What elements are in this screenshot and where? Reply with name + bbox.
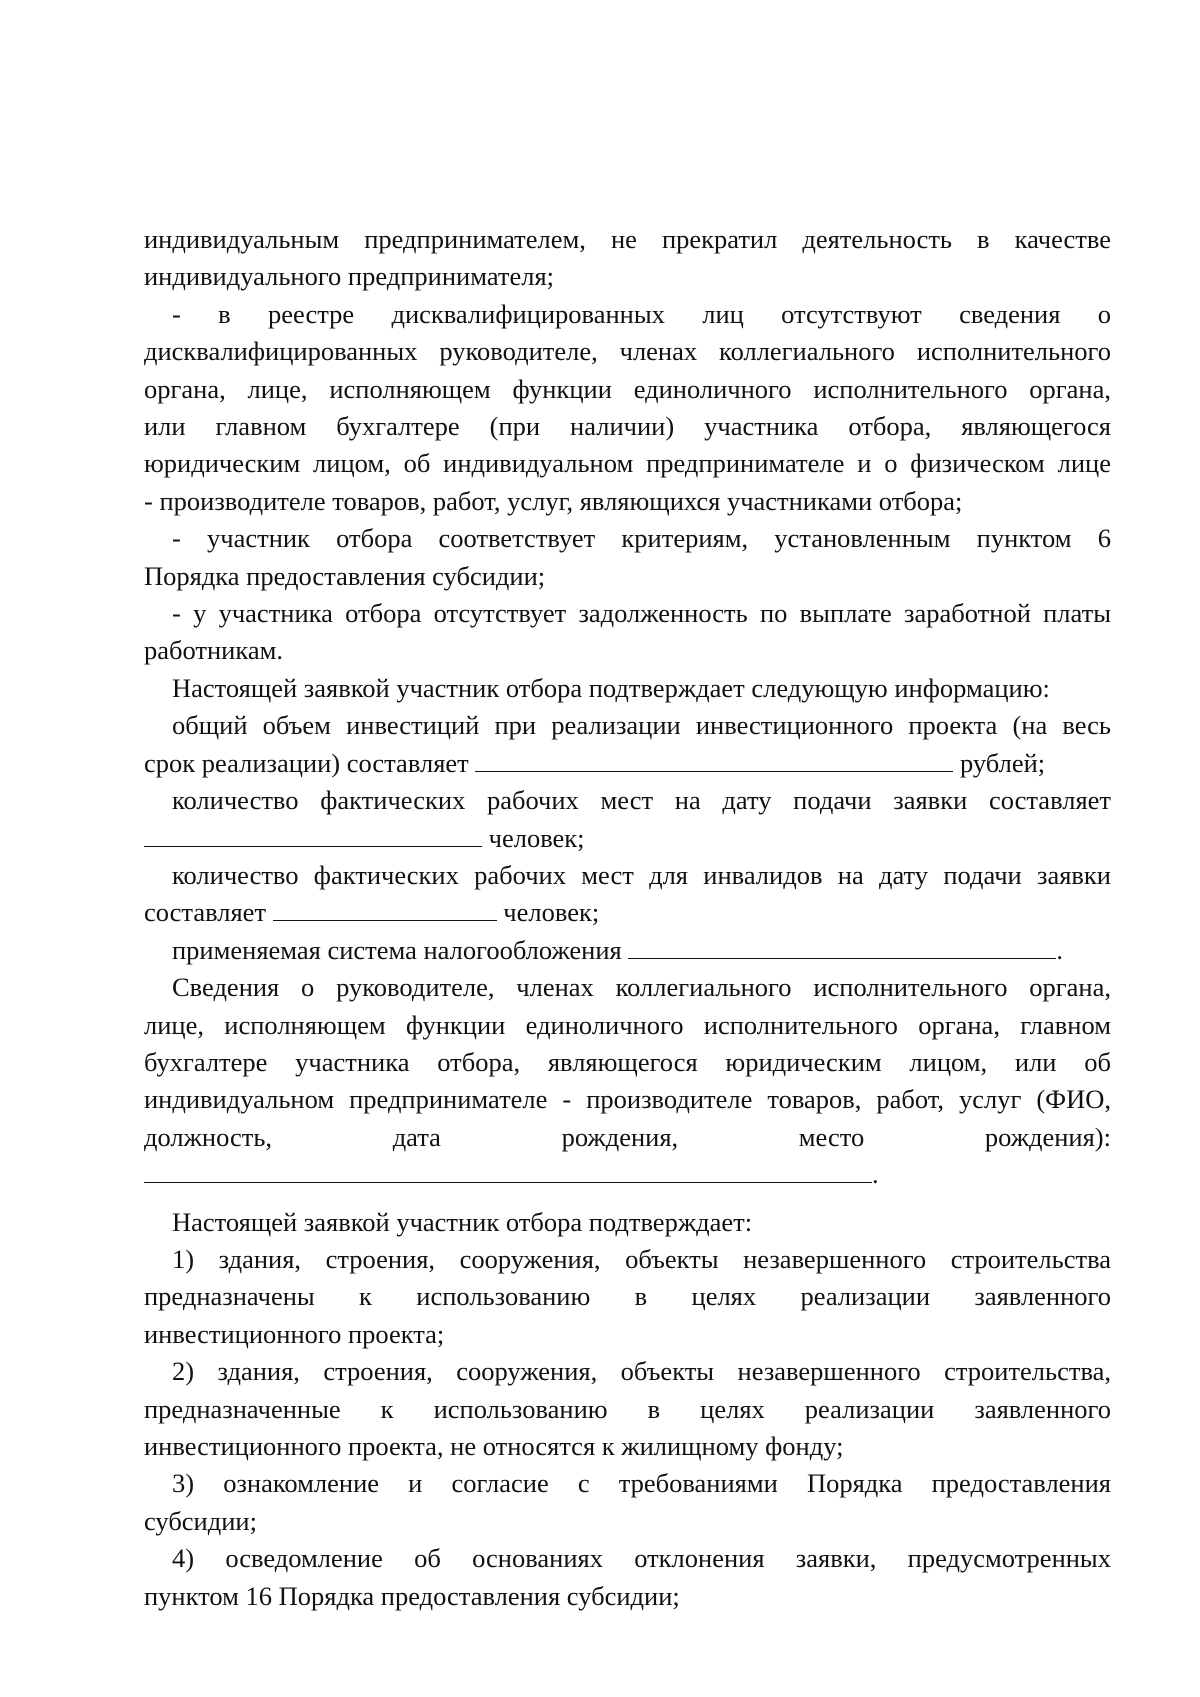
paragraph-confirms (144, 1204, 1111, 1241)
text-line: предназначены к использованию в целях реализации заявленного (144, 1281, 1111, 1312)
disabled-jobs-blank[interactable] (273, 894, 497, 921)
text-line: 2) здания, строения, сооружения, объекты незавершенного строительства, (172, 1356, 1111, 1387)
paragraph-salary-debt (144, 595, 1111, 670)
text-line (144, 745, 1111, 782)
text-fragment: . (872, 1159, 879, 1190)
text-line (144, 894, 1111, 931)
text-line: 3) ознакомление и согласие с требованиями Порядка предоставления (172, 1468, 1111, 1499)
text-line: - участник отбора соответствует критериям, установленным пунктом 6 (172, 523, 1111, 554)
jobs-count-blank[interactable] (144, 820, 482, 847)
text-line: Настоящей заявкой участник отбора подтверждает: (172, 1206, 753, 1237)
text-line (144, 932, 1111, 969)
text-fragment: человек; (503, 897, 600, 928)
text-line: юридическим лицом, об индивидуальном предпринимателе и о физическом лице (144, 448, 1111, 479)
text-line: дисквалифицированных руководителе, членах коллегиального исполнительного (144, 336, 1111, 367)
text-line: или главном бухгалтере (при наличии) участника отбора, являющегося (144, 411, 1111, 442)
paragraph-jobs-count (144, 782, 1111, 857)
text-line: 1) здания, строения, сооружения, объекты незавершенного строительства (172, 1243, 1111, 1274)
paragraph-disabled-jobs (144, 857, 1111, 932)
text-fragment: составляет (144, 897, 267, 928)
text-line: пунктом 16 Порядка предоставления субсидии; (144, 1580, 680, 1611)
text-line: 4) осведомление об основаниях отклонения заявки, предусмотренных (172, 1543, 1111, 1574)
paragraph-disqualified-registry (144, 296, 1111, 520)
list-item-3 (144, 1465, 1111, 1540)
paragraph-ip-status (144, 221, 1111, 296)
text-line (144, 1156, 1111, 1193)
text-line: инвестиционного проекта; (144, 1318, 445, 1349)
list-item-1 (144, 1241, 1111, 1353)
investment-amount-blank[interactable] (475, 745, 953, 772)
text-line: количество фактических рабочих мест на дату подачи заявки составляет (172, 785, 1111, 816)
paragraph-tax-system (144, 932, 1111, 969)
list-item-4 (144, 1540, 1111, 1615)
text-fragment: применяемая система налогообложения (172, 934, 622, 965)
text-line: Настоящей заявкой участник отбора подтверждает следующую информацию: (172, 672, 1050, 703)
text-line: индивидуальном предпринимателе - производителе товаров, работ, услуг (ФИО, (144, 1084, 1111, 1115)
text-line: количество фактических рабочих мест для инвалидов на дату подачи заявки (172, 859, 1111, 890)
manager-info-blank[interactable] (144, 1156, 872, 1183)
text-line: бухгалтере участника отбора, являющегося юридическим лицом, или об (144, 1046, 1111, 1077)
text-line: общий объем инвестиций при реализации инвестиционного проекта (на весь (172, 710, 1111, 741)
text-line: индивидуального предпринимателя; (144, 261, 555, 292)
text-line: Сведения о руководителе, членах коллегиального исполнительного органа, (172, 972, 1111, 1003)
text-fragment: . (1056, 934, 1063, 965)
paragraph-confirms-info (144, 670, 1111, 707)
paragraph-criteria (144, 520, 1111, 595)
text-line: органа, лице, исполняющем функции единоличного исполнительного органа, (144, 373, 1111, 404)
paragraph-investment-volume (144, 707, 1111, 782)
text-line (144, 820, 1111, 857)
text-line: индивидуальным предпринимателем, не прекратил деятельность в качестве (144, 224, 1111, 254)
document-body (144, 221, 1111, 1615)
text-line: должность, дата рождения, место рождения): (144, 1121, 1111, 1152)
text-line: - у участника отбора отсутствует задолженность по выплате заработной платы (172, 598, 1111, 629)
text-fragment: человек; (488, 822, 585, 853)
text-line: Порядка предоставления субсидии; (144, 560, 546, 591)
paragraph-manager-info (144, 969, 1111, 1193)
text-fragment: рублей; (960, 747, 1046, 778)
text-line: предназначенные к использованию в целях реализации заявленного (144, 1393, 1111, 1424)
text-line: субсидии; (144, 1505, 257, 1536)
tax-system-blank[interactable] (628, 932, 1056, 959)
text-line: инвестиционного проекта, не относятся к жилищному фонду; (144, 1431, 844, 1461)
text-line: - производителе товаров, работ, услуг, являющихся участниками отбора; (144, 485, 963, 516)
list-item-2 (144, 1353, 1111, 1465)
text-fragment: срок реализации) составляет (144, 747, 469, 778)
text-line: работникам. (144, 635, 283, 666)
text-line: - в реестре дисквалифицированных лиц отсутствуют сведения о (172, 298, 1111, 329)
text-line: лице, исполняющем функции единоличного исполнительного органа, главном (144, 1009, 1111, 1040)
